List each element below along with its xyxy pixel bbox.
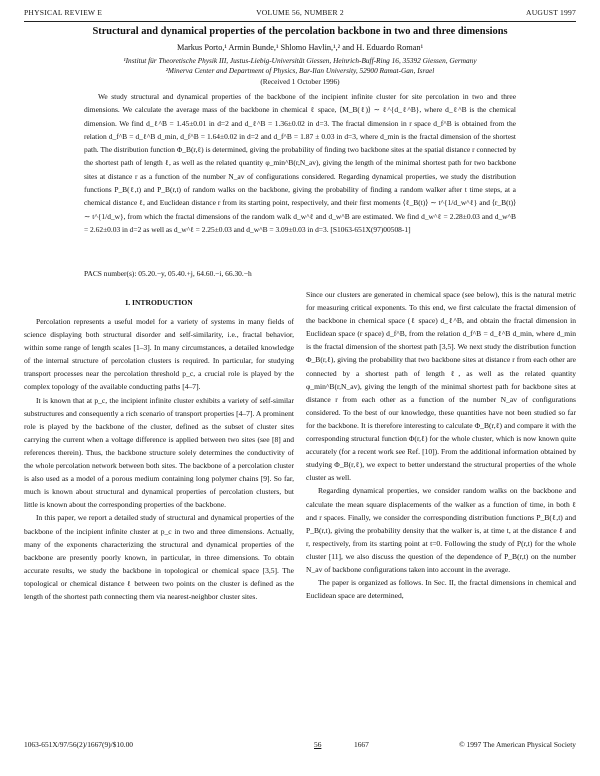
affiliation-2: ²Minerva Center and Department of Physics, Bar-Ilan University, 52900 Ramat-Gan, Israel	[165, 66, 435, 75]
paragraph: Percolation represents a useful model for a variety of systems in many fields of science displaying both structural disorder and self-similarity, i.e., fractal behavior, within some range of length scales [1–3]. In many circumstances, a detailed knowledge of the internal structure of percolation clusters is required. In particular, for studying transport processes near the percolation threshold p_c, a crucial role is played by the complex topology of the available conducting paths [4–7].	[24, 317, 294, 392]
paragraph: The paper is organized as follows. In Sec. II, the fractal dimensions in chemical and Euclidean space are determined,	[306, 578, 576, 601]
paragraph: It is known that at p_c, the incipient infinite cluster exhibits a variety of self-similar substructures and consequently a rich scenario of transport properties [4–7]. A prominent role is played by the backbone of the cluster, defined as the subset of cluster sites carrying the current when a voltage difference is applied between two sites (see [8] and references therein). Thus, the backbone structure solely determines the conductivity of the whole percolation network between both sites. The backbone of a percolation cluster is also used as a model of a porous medium containing long polymer chains [9]. So far, much is known about structural and dynamical properties of percolation clusters, but little is known about the corresponding properties of the backbone.	[24, 395, 294, 510]
journal-name: PHYSICAL REVIEW E	[24, 8, 103, 17]
issue-date: AUGUST 1997	[526, 8, 576, 17]
header-rule	[24, 21, 576, 22]
page-footer	[24, 740, 576, 752]
running-header	[24, 8, 576, 20]
section-heading: I. INTRODUCTION	[125, 298, 193, 307]
affiliation-1: ¹Institut für Theoretische Physik III, Justus-Liebig-Universität Giessen, Heinrich-Buff-Ring 16, 35392 Giessen, Germany	[123, 56, 477, 65]
abstract	[84, 90, 516, 236]
copyright: © 1997 The American Physical Society	[459, 740, 576, 749]
right-column	[306, 288, 576, 602]
received-date: (Received 1 October 1996)	[260, 77, 340, 86]
footer-volume: 56	[314, 740, 322, 749]
left-column	[24, 315, 294, 603]
paragraph: Since our clusters are generated in chemical space (see below), this is the natural metric for measuring critical exponents. To this end, we first calculate the fractal dimension of the backbone in chemical space (ℓ space) d_ℓ^B, and obtain the fractal dimension in Euclidean space (r space) d_f^B, from the relation d_f^B = d_ℓ^B d_min, where d_min is the fractal dimension of the shortest path [3,5]. We next study the distribution function Φ_B(r,ℓ), giving the probability that two backbone sites at distance r from each other are connected by a shortest path of length ℓ, as well as the related quantity φ_min^B(r,N_av), giving the length of the minimal shortest path for backbone sites at distance r from each other as a function of the number N_av of configurations considered. To the best of our knowledge, these quantities have not been studied so far for the backbone. It is therefore interesting to calculate Φ_B(r,ℓ) and compare it with the corresponding structural function Φ(r,ℓ) for the whole cluster, which is now known quite accurately (for a recent work see Ref. [10]). From the additional information obtained by studying Φ_B(r,ℓ), we expect to better understand the structural properties of the whole cluster as well.	[306, 290, 576, 483]
paragraph: In this paper, we report a detailed study of structural and dynamical properties of the backbone of the incipient infinite cluster at p_c in two and three dimensions. Actually, many of the exponents characterizing the structural and dynamical properties of the backbone are presently poorly known, in particular, in three dimensions. To obtain accurate results, we study the backbone in topological or chemical space [3,5]. The topological or chemical distance ℓ between two points on the cluster is defined as the length of the shortest path connecting them via nearest-neighbor cluster sites.	[24, 513, 294, 601]
paper-title: Structural and dynamical properties of the percolation backbone in two and three dimensions	[92, 26, 508, 37]
paragraph: Regarding dynamical properties, we consider random walks on the backbone and calculate the mean square displacements of the walker as a function of time, in both ℓ and r spaces. Finally, we consider the corresponding distribution functions P_B(ℓ,t) and P_B(r,t), giving the probability density that the walker is, at time t, at the distance ℓ and r, respectively, from its starting point at t=0. Following the study of P(r,t) for the whole cluster [11], we also discuss the question of the dependence of P_B(r,t) on the number N_av of backbone configurations taken into account in the average.	[306, 486, 576, 574]
volume-number: VOLUME 56, NUMBER 2	[256, 8, 344, 17]
page-number: 1667	[354, 740, 369, 749]
abstract-text: We study structural and dynamical properties of the backbone of the incipient infinite cluster for site percolation in two and three dimensions. We calculate the average mass of the backbone in chemical ℓ space, ⟨M_B(ℓ)⟩ ∼ ℓ^{d_ℓ^B}, where d_ℓ^B is the chemical dimension. We find d_ℓ^B = 1.45±0.01 in d=2 and d_ℓ^B = 1.36±0.02 in d=3. The fractal dimension in r space d_f^B is obtained from the relation d_f^B = d_ℓ^B d_min, d_f^B = 1.64±0.02 in d=2 and d_f^B = 1.87 ± 0.03 in d=3, where d_min is the fractal dimension of the shortest path. The distribution function Φ_B(r,ℓ) is determined, giving the probability of finding two backbone sites at the spatial distance r connected by the shortest path of length ℓ, as well as the related quantity φ_min^B(r,N_av), giving the length of the minimal shortest path for two backbone sites at distance r as a function of the number N_av of configurations considered. Regarding dynamical properties, we study the distribution functions P_B(ℓ,t) and P_B(r,t) of random walks on the backbone, giving the probability of finding a random walker after t time steps, at a chemical distance ℓ, and Euclidean distance r from its starting point, respectively, and their first moments ⟨ℓ_B(t)⟩ ∼ t^{1/d_w^ℓ} and ⟨r_B(t)⟩ ∼ t^{1/d_w}, from which the fractal dimensions of the random walk d_w^ℓ and d_w^B are estimated. We find d_w^ℓ = 2.28±0.03 and d_w^B = 2.62±0.03 in d=2 as well as d_w^ℓ = 2.25±0.03 and d_w^B = 3.09±0.03 in d=3. [S1063-651X(97)00508-1]	[84, 92, 516, 234]
article-code: 1063-651X/97/56(2)/1667(9)/$10.00	[24, 740, 134, 749]
author-list: Markus Porto,¹ Armin Bunde,¹ Shlomo Havlin,¹,² and H. Eduardo Roman¹	[176, 43, 424, 52]
pacs-numbers: PACS number(s): 05.20.−y, 05.40.+j, 64.60.−i, 66.30.−h	[84, 269, 252, 278]
